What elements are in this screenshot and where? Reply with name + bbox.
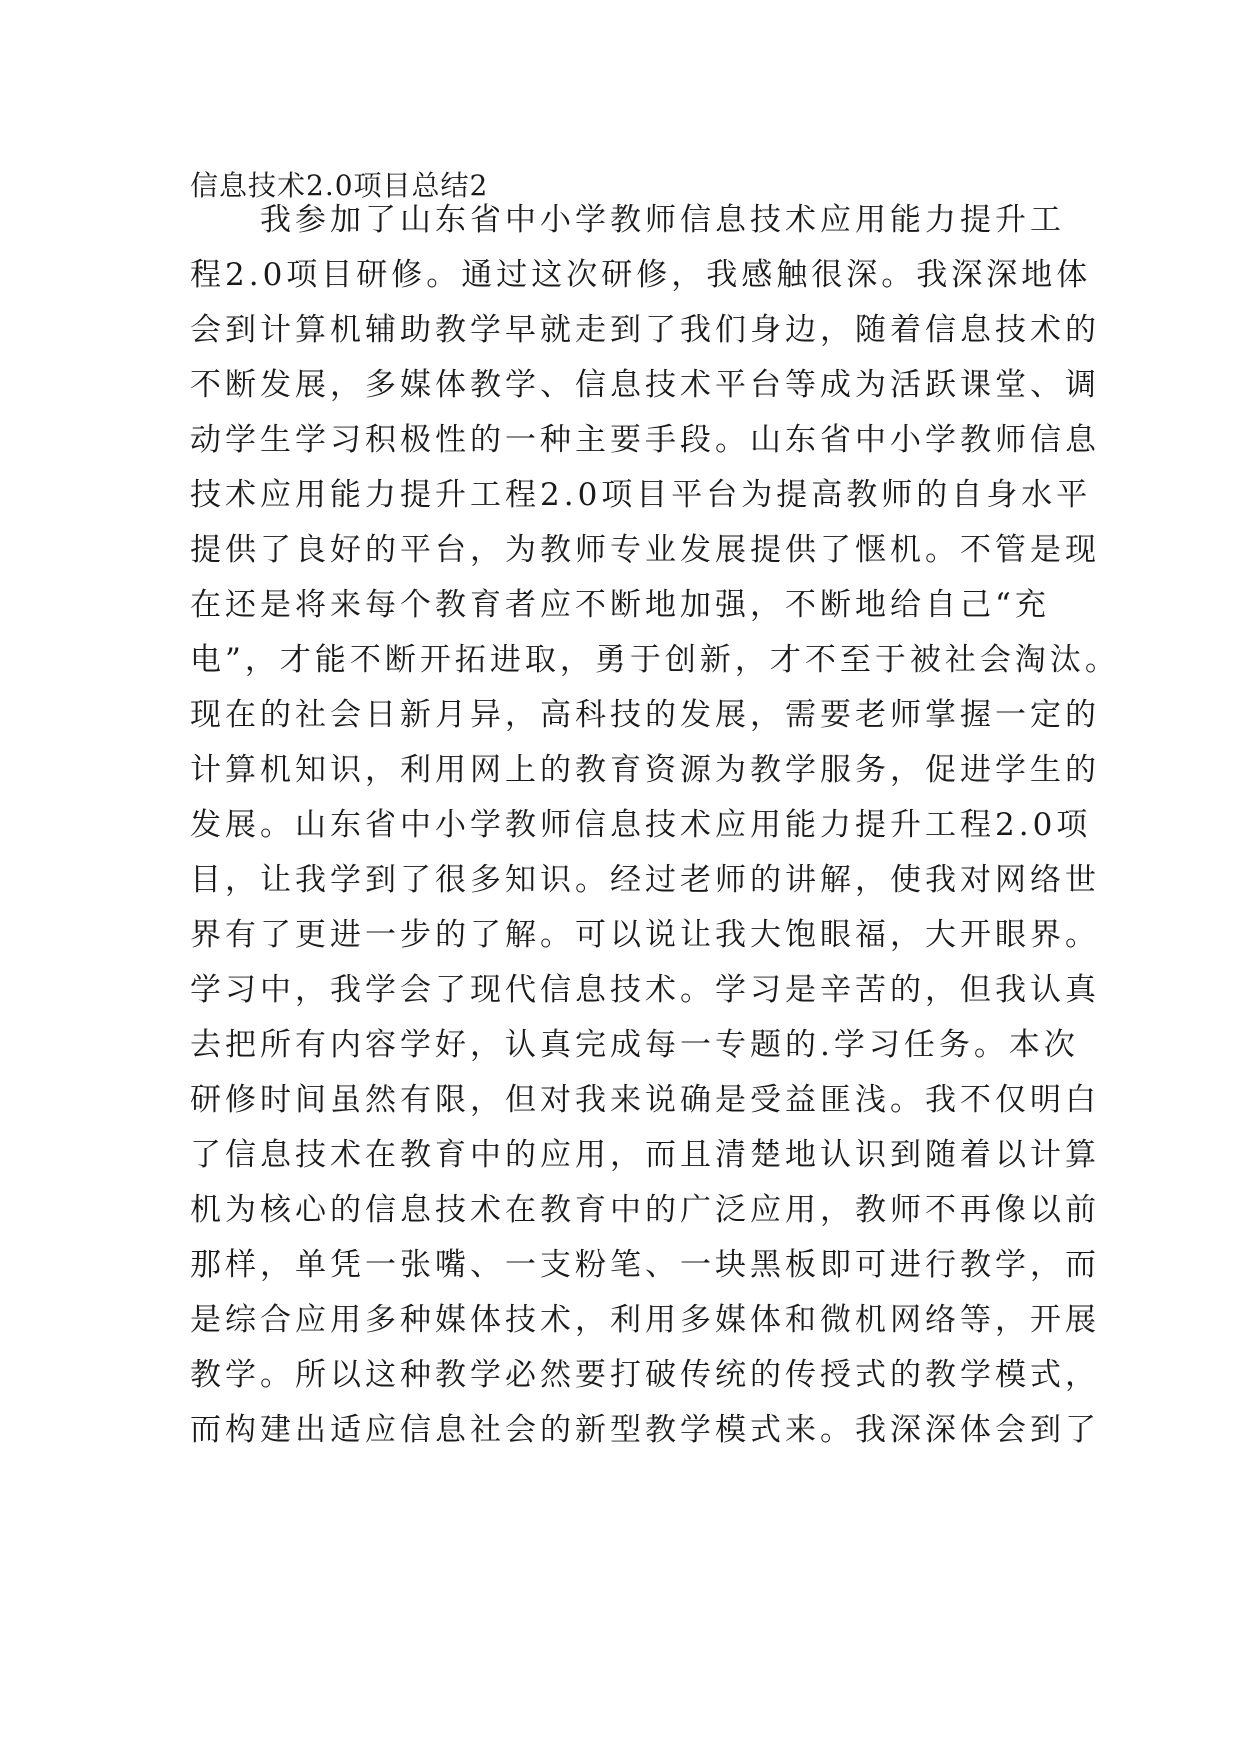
document-title: 信息技术2.0项目总结2 <box>190 169 489 202</box>
body-line: 研修时间虽然有限，但对我来说确是受益匪浅。我不仅明白 <box>190 1082 1100 1118</box>
body-line: 电”，才能不断开拓进取，勇于创新，才不至于被社会淘汰。 <box>190 642 1120 678</box>
body-line: 那样，单凭一张嘴、一支粉笔、一块黑板即可进行教学，而 <box>190 1247 1100 1283</box>
body-line: 是综合应用多种媒体技术，利用多媒体和微机网络等，开展 <box>190 1302 1100 1338</box>
body-line: 教学。所以这种教学必然要打破传统的传授式的教学模式， <box>190 1357 1100 1393</box>
body-line: 目，让我学到了很多知识。经过老师的讲解，使我对网络世 <box>190 862 1100 898</box>
body-line: 我参加了山东省中小学教师信息技术应用能力提升工 <box>260 202 1065 238</box>
body-line: 不断发展，多媒体教学、信息技术平台等成为活跃课堂、调 <box>190 367 1100 403</box>
body-line: 会到计算机辅助教学早就走到了我们身边，随着信息技术的 <box>190 312 1100 348</box>
body-line: 技术应用能力提升工程2.0项目平台为提高教师的自身水平 <box>190 477 1092 513</box>
body-line: 现在的社会日新月异，高科技的发展，需要老师掌握一定的 <box>190 697 1100 733</box>
body-line: 学习中，我学会了现代信息技术。学习是辛苦的，但我认真 <box>190 972 1100 1008</box>
body-line: 去把所有内容学好，认真完成每一专题的.学习任务。本次 <box>190 1027 1079 1063</box>
body-line: 界有了更进一步的了解。可以说让我大饱眼福，大开眼界。 <box>190 917 1100 953</box>
body-line: 在还是将来每个教育者应不断地加强，不断地给自己“充 <box>190 587 1050 623</box>
body-line: 提供了良好的平台，为教师专业发展提供了惬机。不管是现 <box>190 532 1100 568</box>
body-line: 发展。山东省中小学教师信息技术应用能力提升工程2.0项 <box>190 807 1092 843</box>
body-line: 计算机知识，利用网上的教育资源为教学服务，促进学生的 <box>190 752 1100 788</box>
body-line: 程2.0项目研修。通过这次研修，我感触很深。我深深地体 <box>190 257 1092 293</box>
body-line: 机为核心的信息技术在教育中的广泛应用，教师不再像以前 <box>190 1192 1100 1228</box>
body-line: 动学生学习积极性的一种主要手段。山东省中小学教师信息 <box>190 422 1100 458</box>
body-line: 而构建出适应信息社会的新型教学模式来。我深深体会到了 <box>190 1412 1100 1448</box>
body-line: 了信息技术在教育中的应用，而且清楚地认识到随着以计算 <box>190 1137 1100 1173</box>
